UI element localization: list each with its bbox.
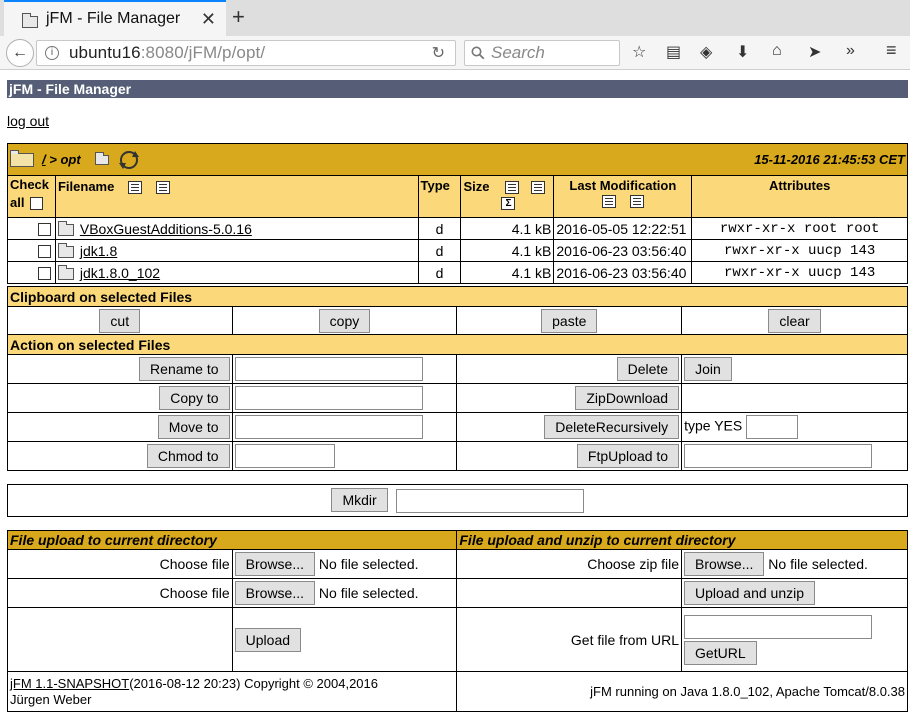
app-header: jFM - File Manager [7,80,908,98]
open-folder-icon[interactable] [10,153,34,167]
copyto-input-cell [232,384,457,413]
path-current: opt [60,152,81,167]
chmod-btn-cell [8,442,233,471]
clipboard-title: Clipboard on selected Files [8,287,908,307]
ftp-btn-cell [457,442,682,471]
file-input-cell [232,550,457,579]
table-row [8,240,908,262]
type-header: Type [418,176,461,218]
row-checkbox[interactable] [38,267,51,280]
clear-cell [682,307,908,335]
row-checkbox-cell [8,218,56,240]
type-yes-label: type YES [684,417,743,434]
file-link[interactable]: jdk1.8 [79,242,118,259]
footer-row [8,672,908,712]
all-label: all [10,195,25,210]
path-separator: > [45,152,61,167]
new-tab-button[interactable]: + [232,4,245,29]
upload-button[interactable]: Upload [235,628,301,652]
copyright-text: (2016-08-12 20:23) Copyright © 2004,2016 [129,675,378,691]
sort-size-asc-icon[interactable] [505,181,519,194]
browse-zip-button[interactable]: Browse... [684,552,764,576]
folder-icon [58,268,74,280]
sort-date-desc-icon[interactable] [630,195,644,208]
info-icon[interactable]: i [45,46,59,60]
file-table [7,143,908,284]
browse-button[interactable]: Browse... [235,552,315,576]
move-to-input[interactable] [235,415,423,439]
get-url-button[interactable]: GetURL [684,641,757,665]
ftp-upload-button[interactable]: FtpUpload to [577,444,679,468]
size-cell: 4.1 kB [461,262,554,284]
chmod-button[interactable]: Chmod to [147,444,230,468]
type-cell: d [418,218,461,240]
upload-unzip-cell [682,579,908,608]
reader-view-icon[interactable]: ▤ [666,44,682,61]
footer-left [8,672,457,712]
action-row [8,413,908,442]
server-datetime: 15-11-2016 21:45:53 CET [754,152,905,167]
author-text: Jürgen Weber [10,691,92,707]
browser-tabbar [0,0,910,36]
date-cell: 2016-06-23 03:56:40 [554,262,692,284]
delete-recursively-button[interactable]: DeleteRecursively [544,415,679,439]
get-url-label: Get file from URL [457,608,682,672]
delete-rec-btn-cell [457,413,682,442]
upload-title: File upload to current directory [8,531,457,550]
confirm-yes-input[interactable] [746,415,798,439]
file-link[interactable]: VBoxGuestAdditions-5.0.16 [79,220,252,237]
size-cell: 4.1 kB [461,240,554,262]
zipdownload-empty-cell [682,384,908,413]
chmod-input[interactable] [235,444,335,468]
mkdir-cell [8,485,908,517]
sort-size-desc-icon[interactable] [531,181,545,194]
no-file-text: No file selected. [318,556,419,572]
runtime-text: jFM running on Java 1.8.0_102, Apache Tomcat/8.0.38 [457,672,908,712]
check-all-header [8,176,56,218]
attr-cell: rwxr-xr-x uucp 143 [692,262,908,284]
delete-button[interactable]: Delete [617,357,679,381]
rename-input[interactable] [235,357,423,381]
choose-file-label-2: Choose file [8,579,233,608]
filename-cell [55,218,418,240]
zipdownload-btn-cell [457,384,682,413]
mkdir-table [7,484,908,517]
menu-icon[interactable]: ≡ [886,40,897,60]
no-zip-text: No file selected. [768,556,868,572]
tab-title: jFM - File Manager [46,10,181,27]
check-all-checkbox[interactable] [30,197,43,210]
filename-label: Filename [57,179,115,194]
upload-btn-cell [232,608,457,672]
upload-unzip-title: File upload and unzip to current directory [457,531,908,550]
copy-button[interactable]: copy [319,309,371,333]
ftp-upload-input[interactable] [684,444,872,468]
mkdir-input[interactable] [396,489,584,513]
clipboard-row [8,307,908,335]
search-placeholder: Search [491,43,545,62]
size-header [461,176,554,218]
paste-cell [457,307,682,335]
path-breadcrumb [42,152,81,167]
cut-button[interactable]: cut [99,309,140,333]
overflow-icon[interactable]: » [846,42,855,59]
version-link[interactable]: jFM 1.1-SNAPSHOT [10,675,130,691]
zip-download-button[interactable]: ZipDownload [575,386,679,410]
row-checkbox[interactable] [38,223,51,236]
pocket-icon[interactable]: ◈ [700,44,713,61]
mkdir-button[interactable]: Mkdir [331,488,387,512]
back-arrow-icon[interactable]: ← [6,39,34,67]
moveto-btn-cell [8,413,233,442]
choose-file-label: Choose file [8,550,233,579]
delete-btn-cell [457,355,682,384]
type-yes-cell [682,413,908,442]
home-icon[interactable]: ⌂ [772,42,782,59]
search-icon [471,46,485,60]
mkdir-row [8,485,908,517]
actions-title-row [8,335,908,355]
lastmod-label: Last Modification [569,178,677,193]
url-input[interactable] [684,615,872,639]
rename-btn-cell [8,355,233,384]
empty-cell [8,608,233,672]
action-row [8,384,908,413]
url-text [69,43,265,63]
sort-date-asc-icon[interactable] [602,195,616,208]
attributes-header: Attributes [692,176,908,218]
get-url-cell [682,608,908,672]
copy-cell [232,307,457,335]
type-cell: d [418,262,461,284]
join-button[interactable]: Join [684,357,732,381]
paste-button[interactable]: paste [541,309,597,333]
sort-asc-icon[interactable] [128,181,142,194]
table-row [8,262,908,284]
filename-cell [55,262,418,284]
rename-button[interactable]: Rename to [139,357,229,381]
url-host: ubuntu16 [69,43,141,62]
empty-cell [457,579,682,608]
send-icon[interactable]: ➤ [808,44,822,61]
download-icon[interactable]: ⬇ [736,44,750,61]
size-cell: 4.1 kB [461,218,554,240]
file-link[interactable]: jdk1.8.0_102 [79,264,161,281]
chmod-input-cell [232,442,457,471]
clipboard-title-row [8,287,908,307]
table-row [8,218,908,240]
attr-cell: rwxr-xr-x uucp 143 [692,240,908,262]
copy-to-input[interactable] [235,386,423,410]
action-row [8,355,908,384]
reload-icon[interactable]: ↻ [431,45,445,62]
path-row [8,144,908,176]
no-file-text-2: No file selected. [318,585,419,601]
move-to-button[interactable]: Move to [158,415,230,439]
upload-table [7,530,908,712]
rename-input-cell [232,355,457,384]
browse-button-2[interactable]: Browse... [235,581,315,605]
browser-toolbar [0,36,910,70]
browser-tab[interactable] [4,0,226,36]
attr-cell: rwxr-xr-x root root [692,218,908,240]
sum-size-icon[interactable]: Σ [501,197,515,210]
row-checkbox-cell [8,240,56,262]
folder-icon [58,224,74,236]
check-label: Check [10,177,50,192]
parent-dir-icon[interactable] [95,155,109,165]
bookmark-star-icon[interactable]: ☆ [632,44,647,61]
clear-button[interactable]: clear [768,309,820,333]
copy-to-button[interactable]: Copy to [159,386,229,410]
zip-input-cell [682,550,908,579]
cut-cell [8,307,233,335]
upload-row [8,579,908,608]
moveto-input-cell [232,413,457,442]
actions-title: Action on selected Files [8,335,908,355]
filename-cell [55,240,418,262]
sort-desc-icon[interactable] [156,181,170,194]
row-checkbox[interactable] [38,245,51,258]
upload-row [8,550,908,579]
ftp-input-cell [682,442,908,471]
logout-link[interactable]: log out [7,113,50,129]
filename-header [55,176,418,218]
refresh-icon[interactable] [117,149,141,171]
upload-unzip-button[interactable]: Upload and unzip [684,581,815,605]
file-input-cell-2 [232,579,457,608]
join-btn-cell [682,355,908,384]
lastmod-header [554,176,692,218]
copyto-btn-cell [8,384,233,413]
type-cell: d [418,240,461,262]
row-checkbox-cell [8,262,56,284]
date-cell: 2016-06-23 03:56:40 [554,240,692,262]
folder-icon [22,13,38,25]
url-bar[interactable] [36,40,456,66]
date-cell: 2016-05-05 12:22:51 [554,218,692,240]
clipboard-actions-table [7,286,908,471]
size-label: Size [463,179,490,194]
choose-zip-label: Choose zip file [457,550,682,579]
folder-icon [58,246,74,258]
upload-title-row [8,531,908,550]
action-row [8,442,908,471]
path-root-link[interactable]: / [42,152,46,167]
column-header-row [8,176,908,218]
url-path: :8080/jFM/p/opt/ [140,43,266,62]
close-tab-icon[interactable]: ✕ [200,9,216,29]
upload-submit-row [8,608,908,672]
path-cell [8,144,908,176]
search-box[interactable] [464,40,620,66]
